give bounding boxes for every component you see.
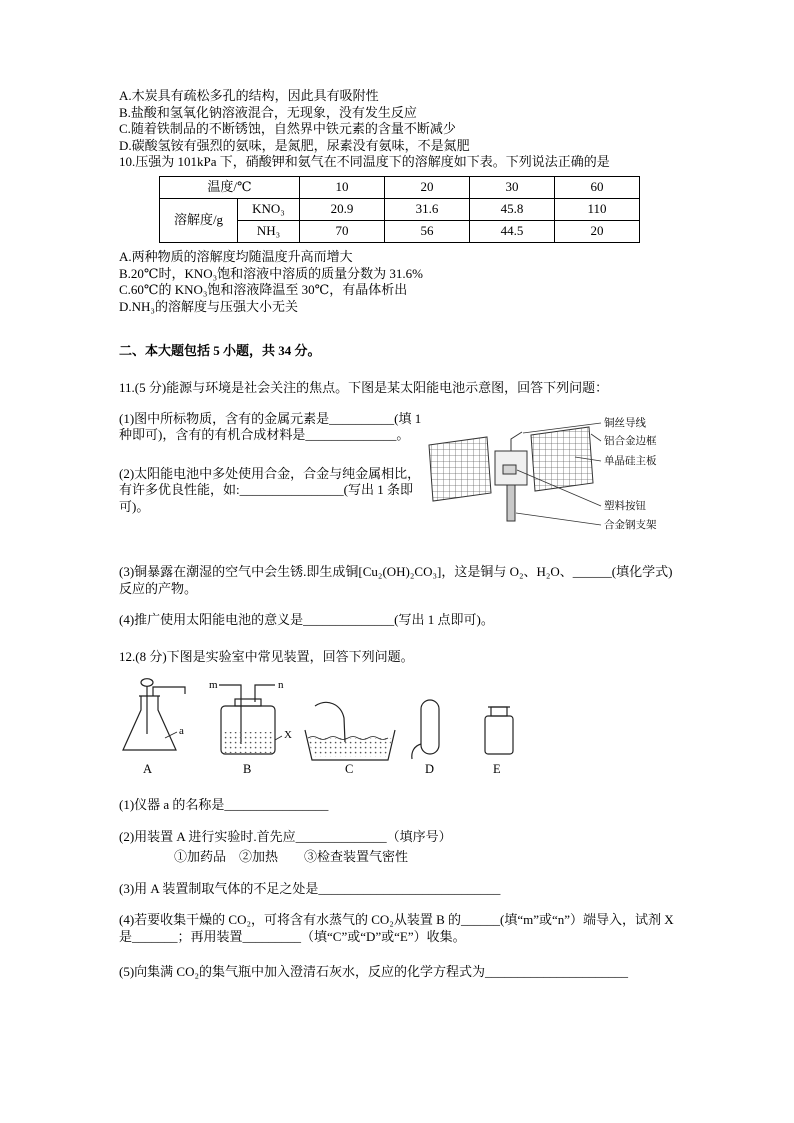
table-temp-cell: 10 <box>300 176 385 198</box>
device-b-washing-bottle <box>219 685 282 754</box>
label-a: a <box>179 724 184 737</box>
q12-part2: (2)用装置 A 进行实验时.首先应______________（填序号） <box>119 828 452 844</box>
q11-part3: (3)铜暴露在潮湿的空气中会生锈.即生成铜[Cu₂(OH)₂CO₃]，这是铜与 O₂、H₂O、______(填化学式)反应的产物。 <box>119 564 673 596</box>
device-letter-e: E <box>493 761 501 776</box>
table-value-cell: 56 <box>385 220 470 242</box>
q10-option-c: C.60℃的 KNO₃饱和溶液降温至 30℃，有晶体析出 <box>119 282 408 298</box>
solar-label-frame: 铝合金边框 <box>604 435 657 447</box>
q9-option-a: A.木炭具有疏松多孔的结构，因此具有吸附性 <box>119 88 379 103</box>
apparatus-labels <box>143 679 501 776</box>
q11-part4: (4)推广使用太阳能电池的意义是______________(写出 1 点即可)。 <box>119 612 494 628</box>
device-d-collector <box>412 700 439 759</box>
table-substance-cell: KNO₃ <box>238 198 300 220</box>
table-row-kno3 <box>160 198 640 220</box>
label-x: X <box>284 728 292 741</box>
table-value-cell: 20.9 <box>300 198 385 220</box>
right-solar-panel <box>531 427 593 491</box>
label-m: m <box>209 678 218 691</box>
delivery-tube <box>153 687 185 696</box>
solar-label-wire: 铜丝导线 <box>604 417 646 429</box>
q11-text-column <box>119 411 425 550</box>
jar-outline <box>485 716 513 754</box>
q10-option-d: D.NH₃的溶解度与压强大小无关 <box>119 298 298 314</box>
q11-part1: (1)图中所标物质，含有的金属元素是__________(填 1 种即可)，含有的有机合成材料是______________。 <box>119 410 422 443</box>
leader-line-frame <box>591 434 601 441</box>
device-c-water-trough <box>305 702 395 760</box>
q9-option-c: C.随着铁制品的不断锈蚀，自然界中铁元素的含量不断减少 <box>119 121 456 137</box>
table-value-cell: 44.5 <box>470 220 555 242</box>
solar-label-support: 合金钢支架 <box>604 519 657 531</box>
device-e-gas-jar <box>485 707 513 754</box>
table-temp-cell: 20 <box>385 176 470 198</box>
q10-option-a: A.两种物质的溶解度均随温度升高而增大 <box>119 248 353 264</box>
device-letter-b: B <box>243 761 252 776</box>
q11-figure-column <box>425 411 675 550</box>
table-value-cell: 70 <box>300 220 385 242</box>
apparatus-figure <box>119 676 675 783</box>
copper-wire <box>511 432 522 451</box>
q12-part5: (5)向集满 CO₂的集气瓶中加入澄清石灰水，反应的化学方程式为______________________ <box>119 963 628 979</box>
q12-stem: 12.(8 分)下图是实验室中常见装置，回答下列问题。 <box>119 648 414 664</box>
q11-body <box>119 411 675 550</box>
label-x-leader <box>275 736 282 740</box>
q9-option-d: D.碳酸氢铵有强烈的氨味，是氮肥，尿素没有氨味，不是氮肥 <box>119 137 470 153</box>
table-value-cell: 110 <box>555 198 640 220</box>
trough-water <box>308 738 392 757</box>
container-outline <box>421 700 439 754</box>
q11-part2: (2)太阳能电池中多处使用合金，合金与纯金属相比，有许多优良性能，如:________________(写出 1 条即可)。 <box>119 465 421 514</box>
lab-apparatus-diagram <box>119 676 564 778</box>
bottom-tube <box>412 744 421 759</box>
q11-stem: 11.(5 分)能源与环境是社会关注的焦点。下图是某太阳能电池示意图，回答下列问题： <box>119 379 609 395</box>
label-n: n <box>278 678 284 691</box>
left-solar-panel <box>429 437 491 501</box>
liquid-x <box>222 732 274 753</box>
q12-part1: (1)仪器 a 的名称是________________ <box>119 797 329 813</box>
jar-neck <box>491 707 507 716</box>
q10-option-b: B.20℃时，KNO₃饱和溶液中溶质的质量分数为 31.6% <box>119 265 423 281</box>
bent-tube <box>315 702 345 742</box>
solar-cell-diagram <box>425 413 675 545</box>
steel-support <box>507 485 515 521</box>
solar-label-silicon: 单晶硅主板 <box>604 455 657 467</box>
table-value-cell: 45.8 <box>470 198 555 220</box>
table-temp-cell: 30 <box>470 176 555 198</box>
leader-line-support <box>516 513 601 525</box>
flask-outline <box>123 696 176 750</box>
device-letter-c: C <box>345 761 354 776</box>
table-substance-cell: NH₃ <box>238 220 300 242</box>
q12-part3: (3)用 A 装置制取气体的不足之处是____________________________ <box>119 880 501 896</box>
table-value-cell: 31.6 <box>385 198 470 220</box>
device-letter-a: A <box>143 761 153 776</box>
thistle-funnel-bulb <box>141 678 153 686</box>
q12-part4: (4)若要收集干燥的 CO₂，可将含有水蒸气的 CO₂从装置 B 的______(填“m”或“n”）端导入，试剂 X 是_______；再用装置_________（填“C”或“D”或“E”）收集。 <box>119 912 674 945</box>
label-a-leader <box>165 732 177 738</box>
q9-option-b: B.盐酸和氢氧化钠溶液混合，无现象，没有发生反应 <box>119 104 417 120</box>
plastic-button <box>503 465 516 474</box>
solar-label-button: 塑料按钮 <box>604 500 646 512</box>
q12-part2-choices: ①加药品 ②加热 ③检查装置气密性 <box>174 849 409 865</box>
solubility-table <box>159 176 640 243</box>
section-2-title: 二、本大题包括 5 小题，共 34 分。 <box>119 343 321 359</box>
table-rowlabel-cell: 溶解度/g <box>160 198 238 242</box>
table-header-row <box>160 176 640 198</box>
device-letter-d: D <box>425 761 435 776</box>
q10-stem: 10.压强为 101kPa 下，硝酸钾和氨气在不同温度下的溶解度如下表。下列说法正确的是 <box>119 154 610 170</box>
table-value-cell: 20 <box>555 220 640 242</box>
table-corner-cell: 温度/℃ <box>160 176 300 198</box>
bottle-stopper <box>235 699 261 706</box>
table-temp-cell: 60 <box>555 176 640 198</box>
device-a-generator <box>123 678 185 749</box>
